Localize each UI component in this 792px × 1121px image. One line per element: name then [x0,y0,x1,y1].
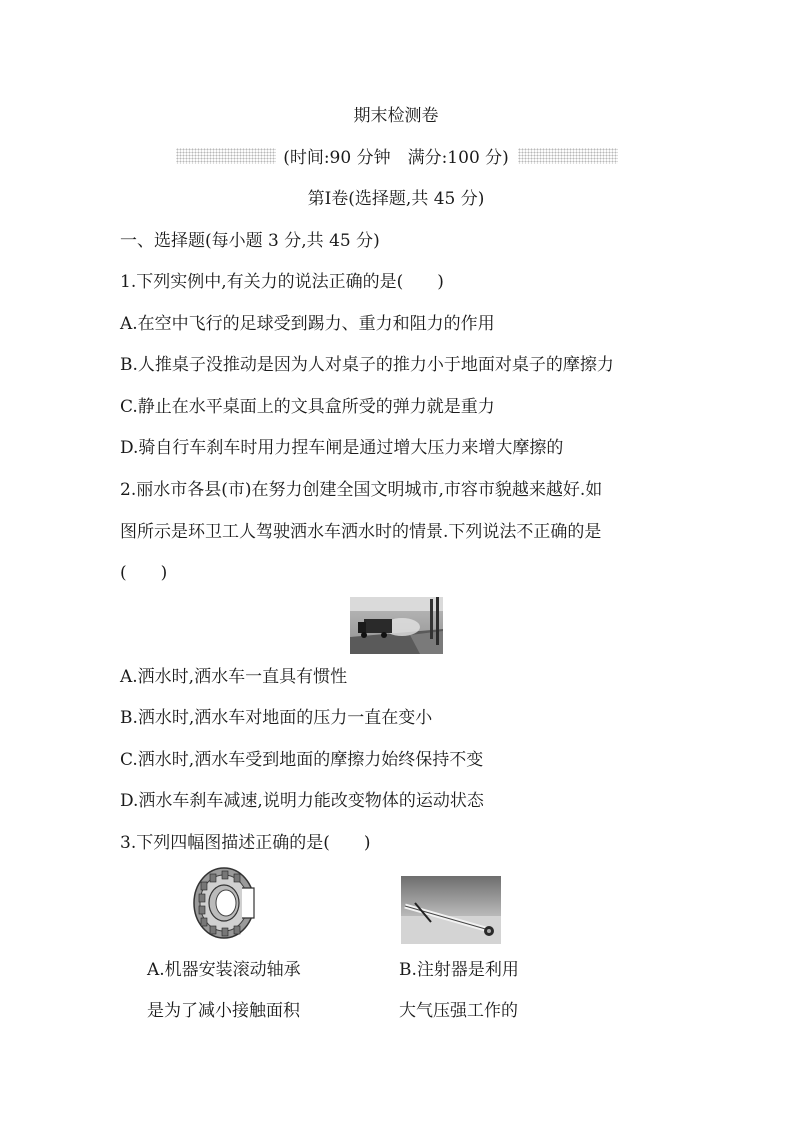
question-2-stem-line-3: ( ) [120,563,168,583]
decorative-dots-right [518,148,618,164]
q2-option-a: A.洒水时,洒水车一直具有惯性 [120,667,348,687]
q3-caption-b-line-2: 大气压强工作的 [399,1001,518,1021]
q1-option-a: A.在空中飞行的足球受到踢力、重力和阻力的作用 [120,314,495,334]
q2-option-c: C.洒水时,洒水车受到地面的摩擦力始终保持不变 [120,750,484,770]
question-1-stem: 1.下列实例中,有关力的说法正确的是( ) [120,272,444,292]
q1-option-b: B.人推桌子没推动是因为人对桌子的推力小于地面对桌子的摩擦力 [120,355,614,375]
q3-caption-a-line-1: A.机器安装滚动轴承 [147,960,301,980]
q1-option-d: D.骑自行车刹车时用力捏车闸是通过增大压力来增大摩擦的 [120,438,564,458]
syringe-photo [401,876,501,944]
section-title: 第Ⅰ卷(选择题,共 45 分) [307,189,485,209]
q3-caption-a-line-2: 是为了减小接触面积 [147,1001,300,1021]
exam-title: 期末检测卷 [353,106,439,126]
question-2-stem-line-2: 图所示是环卫工人驾驶洒水车洒水时的情景.下列说法不正确的是 [120,522,602,542]
q3-caption-b-line-1: B.注射器是利用 [399,960,519,980]
part-heading: 一、选择题(每小题 3 分,共 45 分) [120,231,380,251]
time-score-line: (时间:90 分钟 满分:100 分) [283,148,509,168]
sprinkler-truck-photo [350,597,443,654]
question-3-stem: 3.下列四幅图描述正确的是( ) [120,833,371,853]
q2-option-b: B.洒水时,洒水车对地面的压力一直在变小 [120,708,433,728]
question-2-stem-line-1: 2.丽水市各县(市)在努力创建全国文明城市,市容市貌越来越好.如 [120,480,603,500]
q1-option-c: C.静止在水平桌面上的文具盒所受的弹力就是重力 [120,397,495,417]
q2-option-d: D.洒水车刹车减速,说明力能改变物体的运动状态 [120,791,484,811]
roller-bearing-image [192,866,260,940]
